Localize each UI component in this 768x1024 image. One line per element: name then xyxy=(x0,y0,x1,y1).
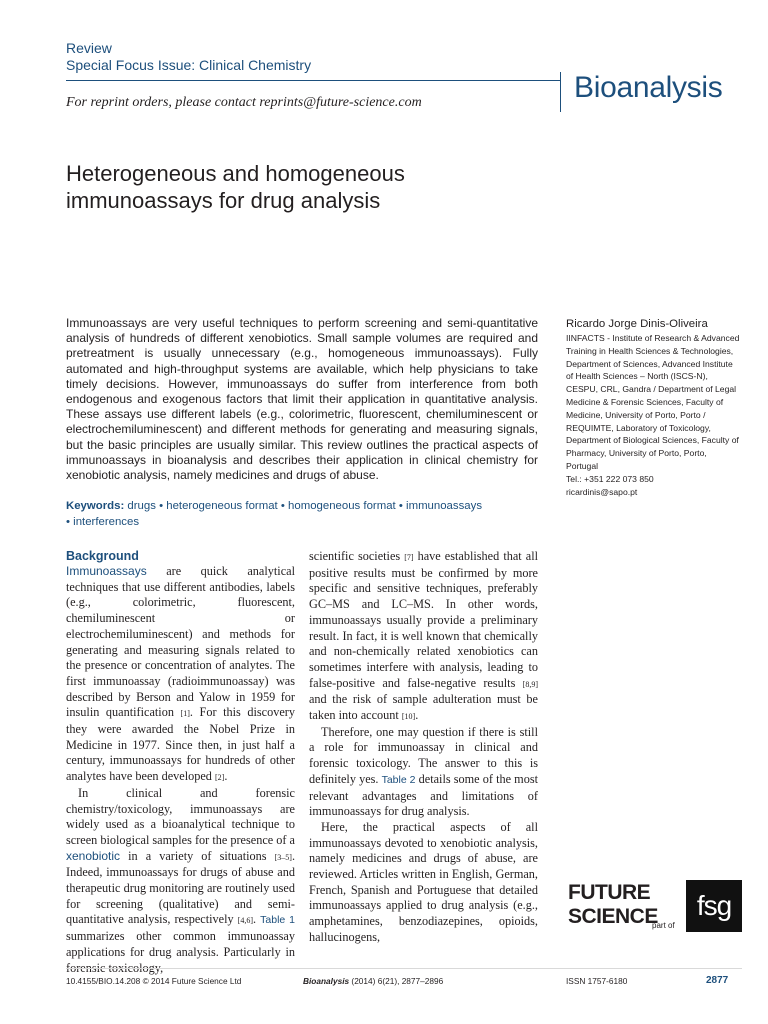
header-divider xyxy=(560,72,561,112)
keyword[interactable]: interferences xyxy=(73,515,140,528)
paragraph xyxy=(309,549,538,725)
text: Therefore, one may question if there is still a role for immunoassay in clinical and forensic toxicology. The answer to this is definitely yes. xyxy=(309,724,538,786)
text: . For this discovery they were awarded the Nobel Prize in Medicine in 1977. Since then, in just half a century, immunoassays for hundreds of other analytes have been developed xyxy=(66,705,296,784)
keyword-separator: • xyxy=(280,500,285,512)
reference[interactable]: [3–5] xyxy=(274,852,292,862)
logo-line: FUTURE xyxy=(568,881,651,904)
text: . xyxy=(253,912,261,927)
term-xenobiotic[interactable]: xenobiotic xyxy=(66,848,121,863)
keyword-separator: • xyxy=(398,500,403,512)
author-tel: Tel.: +351 222 073 850 xyxy=(566,473,654,484)
text: are quick analytical techniques that use different antibodies, labels (e.g., colorimetric, fluorescent, chemiluminescent or electrochemiluminescent) and methods for generating and measuring signals related to the presence or concentration of analytes. The first immunoassay (radioimmunoassay) was described by Berson and Yalow in 1959 for insulin quantification xyxy=(66,564,295,720)
section-heading-background: Background xyxy=(66,549,139,563)
keywords-label: Keywords: xyxy=(66,500,125,512)
logo-line: SCIENCE xyxy=(568,905,658,928)
term-immunoassays[interactable]: Immunoassays xyxy=(66,564,147,578)
section-label: Review xyxy=(66,40,112,56)
part-of-label: part of xyxy=(652,921,675,930)
affiliation-text: IINFACTS - Institute of Research & Advanced Training in Health Sciences & Technologies, Department of Sciences, Advanced Institute of Health Sciences – North (ISCS-N), CESPU, CRL, Gandra / Department of Legal Medicine & Forensic Sciences, Faculty of Medicine, University of Porto, Porto / REQUIMTE, Laboratory of Toxicology, Department of Biological Sciences, Faculty of Pharmacy, University of Porto, Porto, Portugal xyxy=(566,333,740,471)
footer-issn: ISSN 1757-6180 xyxy=(566,976,628,986)
header-rule xyxy=(66,80,560,81)
body-column-2 xyxy=(309,549,538,946)
reference[interactable]: [8,9] xyxy=(522,679,538,689)
journal-logo: Bioanalysis xyxy=(574,71,723,104)
text: summarizes other common immunoassay applications for drug analysis. Particularly in forensic toxicology, xyxy=(66,929,295,975)
citation-journal: Bioanalysis xyxy=(303,976,350,986)
author-email[interactable]: ricardinis@sapo.pt xyxy=(566,486,638,497)
author-name: Ricardo Jorge Dinis-Oliveira xyxy=(566,318,708,330)
keyword[interactable]: heterogeneous format xyxy=(166,500,278,512)
reference[interactable]: [2] xyxy=(214,773,225,783)
paragraph xyxy=(309,725,538,820)
reference[interactable]: [7] xyxy=(404,553,414,562)
fsg-logo: fsg xyxy=(686,880,742,932)
footer-doi: 10.4155/BIO.14.208 © 2014 Future Science Ltd xyxy=(66,976,242,986)
text: scientific societies xyxy=(309,549,405,563)
paragraph xyxy=(66,786,295,976)
paragraph: Here, the practical aspects of all immunoassays devoted to xenobiotic analysis, namely medicines and drugs of abuse, are reviewed. Articles written in English, German, French, Spanish and Portuguese that detailed immunoassays applied to drug analysis (e.g., amphetamines, benzodiazepines, opioids, hallucinogens, xyxy=(309,819,538,944)
text: and the risk of sample adulteration must be taken into account xyxy=(309,692,538,723)
abstract: Immunoassays are very useful techniques to perform screening and semi-quantitative analysis of hundreds of different xenobiotics. Small sample volumes are required and pretreatment is usually unnecessary (e.g., homogeneous immunoassays). Fully automated and high-throughput systems are available, which help physicians to take timely decisions. However, immunoassays do suffer from interference from both endogenous and exogenous factors that limit their application in quantitative analysis. These assays use different labels (e.g., colorimetric, fluorescent, chemiluminescent or electrochemiluminescent) and different methods for generating and measuring signals, but the basic principles are usually similar. This review outlines the practical aspects of immunoassays in bioanalysis and describes their application in clinical chemistry for xenobiotic analysis, namely medicines and drugs of abuse. xyxy=(66,316,538,483)
reference[interactable]: [10] xyxy=(401,712,416,722)
text: . xyxy=(415,708,419,723)
text: . Indeed, immunoassays for drugs of abuse and therapeutic drug monitoring are routinely used for screening (qualitative) and semi-quantitative analysis, respectively xyxy=(66,848,295,927)
text: have established that all positive results must be confirmed by more specific and sensitive techniques, preferably GC–MS and LC–MS. In other words, immunoassays usually provide a preliminary result. In fact, it is well known that chemically and non-chemically related xenobiotics can sometimes interfere with analysis, leading to false-positive and false-negative results xyxy=(309,549,538,690)
keywords xyxy=(66,499,538,530)
reprint-notice: For reprint orders, please contact reprints@future-science.com xyxy=(66,95,422,110)
text: in a variety of situations xyxy=(120,848,275,863)
text: details some of the most relevant advantages and limitations of immunoassays for drug analysis. xyxy=(309,771,538,819)
footer-citation xyxy=(303,976,443,986)
reference[interactable]: [1] xyxy=(180,709,190,719)
body-column-1 xyxy=(66,564,295,976)
reference[interactable]: [4,6] xyxy=(237,916,254,926)
keyword-separator: • xyxy=(66,515,70,528)
future-science-logo xyxy=(568,881,658,929)
page-number: 2877 xyxy=(706,975,729,986)
footer-rule xyxy=(66,968,742,969)
keyword[interactable]: homogeneous format xyxy=(288,500,396,512)
text: In clinical and forensic chemistry/toxicology, immunoassays are widely used as a bioanalytical technique to screen biological samples for the presence of a xyxy=(66,785,295,847)
keyword[interactable]: immunoassays xyxy=(406,500,483,512)
table-2-link[interactable]: Table 2 xyxy=(381,773,416,786)
citation-details: (2014) 6(21), 2877–2896 xyxy=(349,976,444,986)
paragraph xyxy=(66,564,295,786)
table-1-link[interactable]: Table 1 xyxy=(260,914,296,927)
keyword[interactable]: drugs xyxy=(127,500,156,512)
text: . xyxy=(224,769,228,784)
keyword-separator: • xyxy=(159,500,164,512)
issue-label: Special Focus Issue: Clinical Chemistry xyxy=(66,57,312,73)
article-title: Heterogeneous and homogeneous immunoassays for drug analysis xyxy=(66,161,405,213)
author-affiliation xyxy=(566,332,741,498)
